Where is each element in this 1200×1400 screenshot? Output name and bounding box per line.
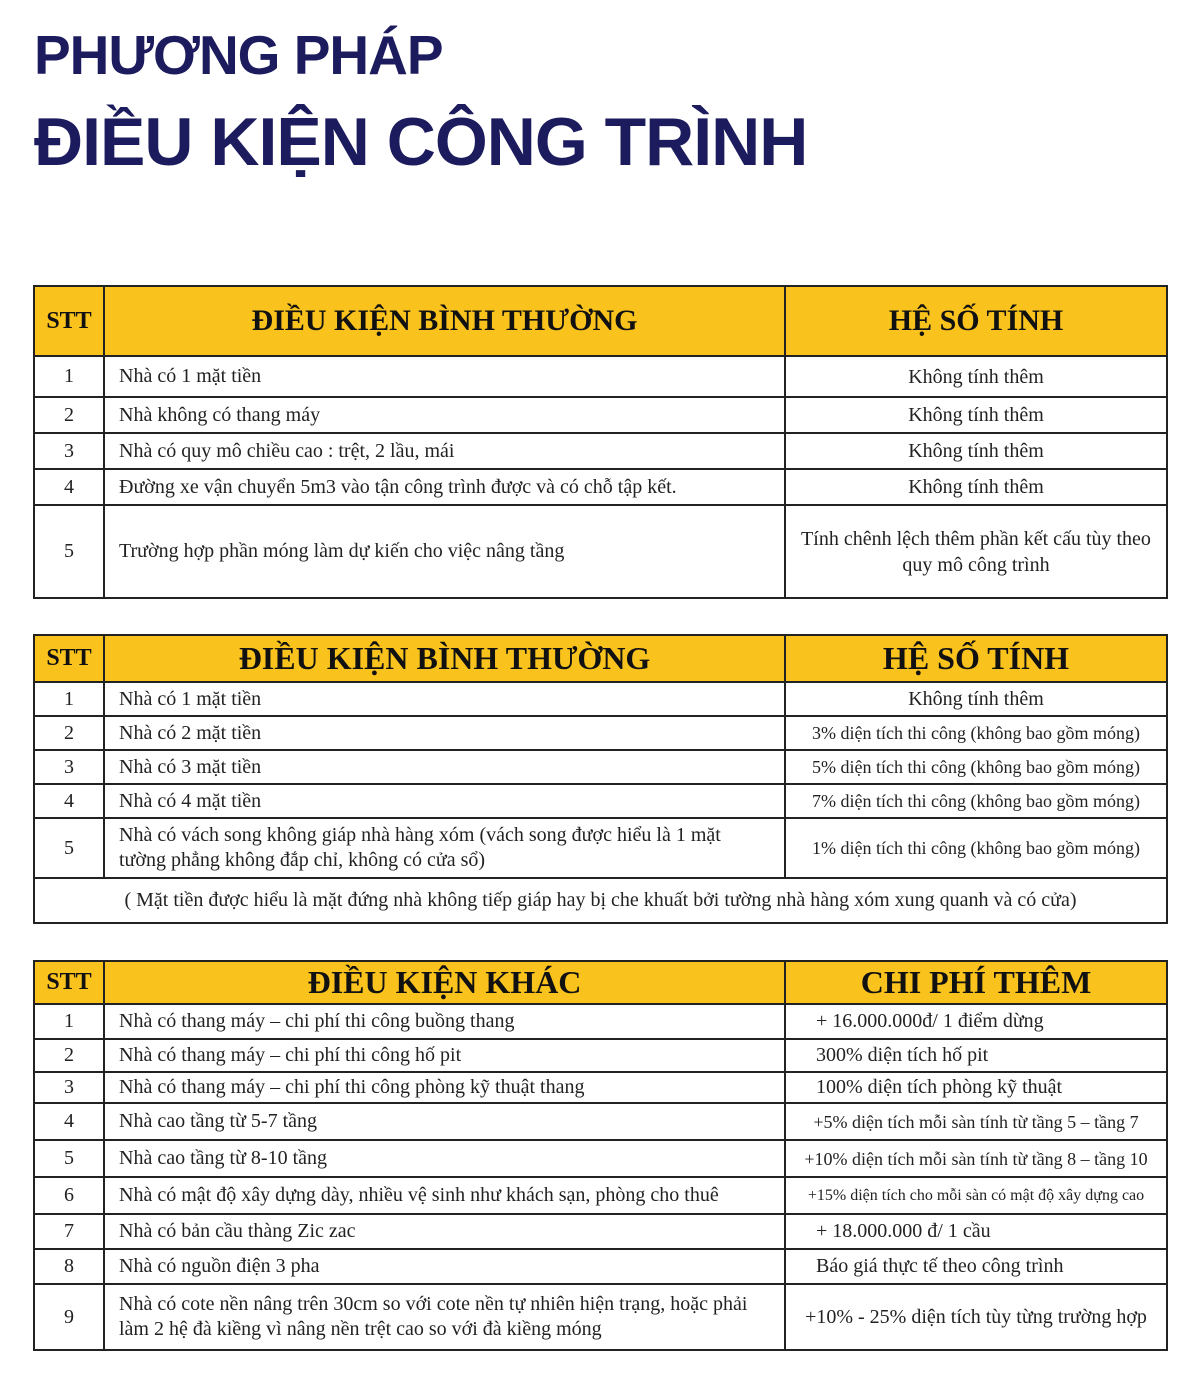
row-condition: Nhà có nguồn điện 3 pha	[104, 1249, 785, 1284]
row-condition: Nhà có 1 mặt tiền	[104, 682, 785, 716]
row-value-line2: quy mô công trình	[902, 553, 1050, 576]
row-stt: 5	[34, 818, 104, 878]
row-condition: Nhà có mật độ xây dựng dày, nhiều vệ sinh như khách sạn, phòng cho thuê	[104, 1177, 785, 1214]
table-row	[34, 716, 1167, 750]
row-value: Không tính thêm	[785, 469, 1167, 505]
row-condition: Nhà có 3 mặt tiền	[104, 750, 785, 784]
row-stt: 3	[34, 750, 104, 784]
table-row	[34, 1039, 1167, 1072]
table-row	[34, 1140, 1167, 1177]
table-row	[34, 1214, 1167, 1249]
table-header-row	[34, 635, 1167, 682]
frontage-conditions-table	[33, 634, 1168, 924]
table-row	[34, 1284, 1167, 1350]
row-value: +15% diện tích cho mỗi sàn có mật độ xây dựng cao	[785, 1177, 1167, 1214]
page-title-line1: PHƯƠNG PHÁP	[34, 24, 443, 86]
row-value: Báo giá thực tế theo công trình	[785, 1249, 1167, 1284]
table-row	[34, 469, 1167, 505]
row-value: 100% diện tích phòng kỹ thuật	[785, 1072, 1167, 1103]
row-condition: Nhà có bản cầu thàng Zic zac	[104, 1214, 785, 1249]
row-stt: 4	[34, 469, 104, 505]
row-condition: Nhà có thang máy – chi phí thi công hố pit	[104, 1039, 785, 1072]
table-row	[34, 784, 1167, 818]
page-title-line2: ĐIỀU KIỆN CÔNG TRÌNH	[34, 104, 808, 180]
row-condition: Nhà không có thang máy	[104, 397, 785, 433]
row-value	[785, 505, 1167, 598]
row-value: +10% diện tích mỗi sàn tính từ tầng 8 – tầng 10	[785, 1140, 1167, 1177]
row-condition: Nhà có 4 mặt tiền	[104, 784, 785, 818]
row-stt: 4	[34, 784, 104, 818]
row-condition-line2: làm 2 hệ đà kiềng vì nâng nền trệt cao so với đà kiềng móng	[119, 1318, 602, 1340]
row-stt: 2	[34, 716, 104, 750]
header-stt: STT	[34, 286, 104, 356]
row-stt: 2	[34, 1039, 104, 1072]
table-row	[34, 1103, 1167, 1140]
row-stt: 5	[34, 1140, 104, 1177]
row-value: 5% diện tích thi công (không bao gồm móng)	[785, 750, 1167, 784]
row-value: + 18.000.000 đ/ 1 cầu	[785, 1214, 1167, 1249]
header-condition: ĐIỀU KIỆN BÌNH THƯỜNG	[104, 286, 785, 356]
table-row	[34, 433, 1167, 469]
header-condition: ĐIỀU KIỆN BÌNH THƯỜNG	[104, 635, 785, 682]
row-stt: 2	[34, 397, 104, 433]
row-stt: 3	[34, 1072, 104, 1103]
row-condition: Nhà có quy mô chiều cao : trệt, 2 lầu, mái	[104, 433, 785, 469]
row-stt: 5	[34, 505, 104, 598]
row-value: 7% diện tích thi công (không bao gồm móng)	[785, 784, 1167, 818]
header-stt: STT	[34, 961, 104, 1004]
header-condition: ĐIỀU KIỆN KHÁC	[104, 961, 785, 1004]
table-row	[34, 750, 1167, 784]
row-condition: Nhà có 2 mặt tiền	[104, 716, 785, 750]
row-value: Không tính thêm	[785, 397, 1167, 433]
table-row	[34, 1249, 1167, 1284]
row-value: +5% diện tích mỗi sàn tính từ tầng 5 – tầng 7	[785, 1103, 1167, 1140]
row-value: + 16.000.000đ/ 1 điểm dừng	[785, 1004, 1167, 1039]
row-condition: Đường xe vận chuyển 5m3 vào tận công trình được và có chỗ tập kết.	[104, 469, 785, 505]
row-stt: 8	[34, 1249, 104, 1284]
row-stt: 9	[34, 1284, 104, 1350]
row-value: 1% diện tích thi công (không bao gồm móng)	[785, 818, 1167, 878]
row-condition: Nhà có thang máy – chi phí thi công buồng thang	[104, 1004, 785, 1039]
row-stt: 1	[34, 1004, 104, 1039]
table-row	[34, 1072, 1167, 1103]
row-condition-line2: tường phẳng không đắp chỉ, không có cửa sổ)	[119, 849, 486, 871]
frontage-note: ( Mặt tiền được hiểu là mặt đứng nhà không tiếp giáp hay bị che khuất bởi tường nhà hàng xóm xung quanh và có cửa)	[34, 878, 1167, 923]
table-row	[34, 356, 1167, 397]
row-condition-line1: Nhà có cote nền nâng trên 30cm so với cote nền tự nhiên hiện trạng, hoặc phải	[119, 1293, 748, 1315]
row-condition: Trường hợp phần móng làm dự kiến cho việc nâng tầng	[104, 505, 785, 598]
table-row	[34, 397, 1167, 433]
row-value: +10% - 25% diện tích tùy từng trường hợp	[785, 1284, 1167, 1350]
table-row	[34, 682, 1167, 716]
table-row	[34, 1177, 1167, 1214]
other-conditions-table	[33, 960, 1168, 1351]
table-row	[34, 818, 1167, 878]
row-stt: 3	[34, 433, 104, 469]
row-stt: 1	[34, 682, 104, 716]
row-value: Không tính thêm	[785, 682, 1167, 716]
row-value-line1: Tính chênh lệch thêm phần kết cấu tùy theo	[801, 527, 1151, 550]
row-condition	[104, 1284, 785, 1350]
table-row	[34, 505, 1167, 598]
row-condition: Nhà cao tầng từ 5-7 tầng	[104, 1103, 785, 1140]
header-stt: STT	[34, 635, 104, 682]
row-stt: 4	[34, 1103, 104, 1140]
row-condition: Nhà cao tầng từ 8-10 tầng	[104, 1140, 785, 1177]
note-row	[34, 878, 1167, 923]
row-stt: 6	[34, 1177, 104, 1214]
row-value: Không tính thêm	[785, 433, 1167, 469]
row-condition: Nhà có 1 mặt tiền	[104, 356, 785, 397]
row-stt: 7	[34, 1214, 104, 1249]
header-coefficient: HỆ SỐ TÍNH	[785, 286, 1167, 356]
row-value: 3% diện tích thi công (không bao gồm móng)	[785, 716, 1167, 750]
header-coefficient: HỆ SỐ TÍNH	[785, 635, 1167, 682]
row-condition: Nhà có thang máy – chi phí thi công phòng kỹ thuật thang	[104, 1072, 785, 1103]
table-header-row	[34, 961, 1167, 1004]
table-row	[34, 1004, 1167, 1039]
header-extra-cost: CHI PHÍ THÊM	[785, 961, 1167, 1004]
row-condition	[104, 818, 785, 878]
table-header-row	[34, 286, 1167, 356]
row-stt: 1	[34, 356, 104, 397]
row-condition-line1: Nhà có vách song không giáp nhà hàng xóm (vách song được hiểu là 1 mặt	[119, 824, 721, 846]
row-value: Không tính thêm	[785, 356, 1167, 397]
normal-conditions-table	[33, 285, 1168, 599]
row-value: 300% diện tích hố pit	[785, 1039, 1167, 1072]
